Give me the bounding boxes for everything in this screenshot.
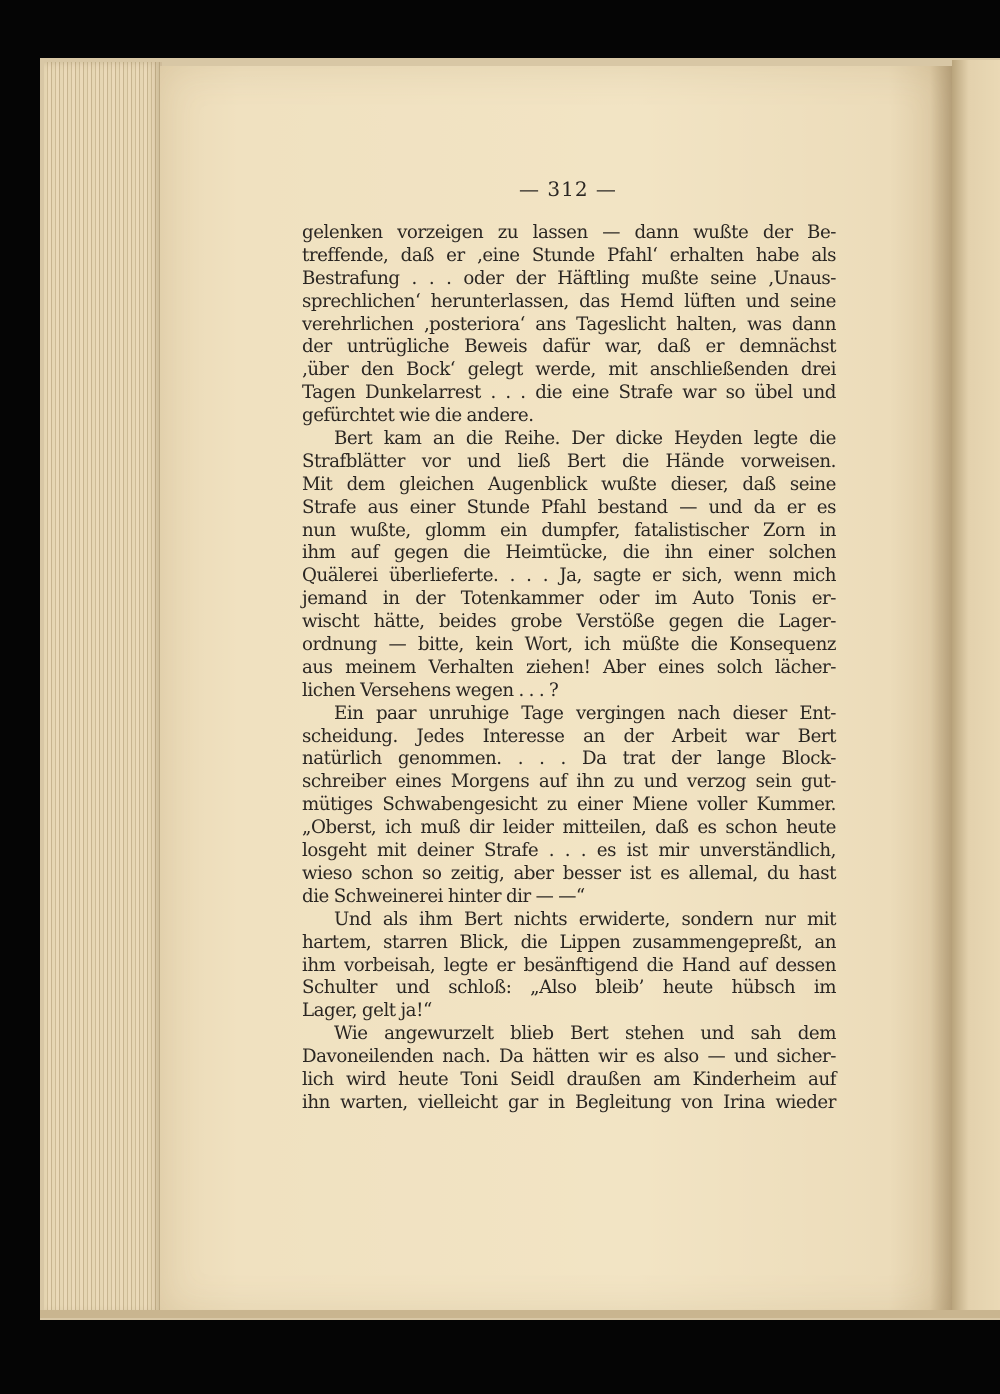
text-line: jemand in der Totenkammer oder im Auto Tonis er- [302, 588, 836, 610]
book-bottom-edge [40, 1310, 1000, 1318]
page-number: — 312 — [519, 177, 617, 201]
text-line: ihn warten, vielleicht gar in Begleitung von Irina wieder [302, 1091, 836, 1113]
text-line: lich wird heute Toni Seidl draußen am Kinderheim auf [302, 1068, 836, 1090]
text-line: wieso schon so zeitig, aber besser ist es allemal, du hast [302, 862, 836, 884]
text-line: Strafe aus einer Stunde Pfahl bestand — und da er es [302, 496, 836, 518]
text-line: Bestrafung . . . oder der Häftling mußte seine ‚Unaus- [302, 267, 836, 289]
text-line: scheidung. Jedes Interesse an der Arbeit war Bert [302, 725, 836, 747]
text-line: Quälerei überlieferte. . . . Ja, sagte er sich, wenn mich [302, 565, 836, 587]
text-line: ihm vorbeisah, legte er besänftigend die Hand auf dessen [302, 954, 836, 976]
text-line: losgeht mit deiner Strafe . . . es ist mir unverständlich, [302, 840, 836, 862]
text-line: Strafblätter vor und ließ Bert die Hände vorweisen. [302, 450, 836, 472]
text-line: hartem, starren Blick, die Lippen zusammengepreßt, an [302, 931, 836, 953]
facing-page-edge [952, 60, 1000, 1318]
body-text [302, 222, 836, 1115]
text-line: Schulter und schloß: „Also bleib’ heute hübsch im [302, 977, 836, 999]
text-line: nun wußte, glomm ein dumpfer, fatalistischer Zorn in [302, 519, 836, 541]
text-line: verehrlichen ‚posteriora‘ ans Tageslicht halten, was dann [302, 313, 836, 335]
text-line: „Oberst, ich muß dir leider mitteilen, daß es schon heute [302, 817, 836, 839]
text-line: lichen Versehens wegen . . . ? [302, 679, 559, 701]
text-line: gefürchtet wie die andere. [302, 405, 534, 427]
text-line: schreiber eines Morgens auf ihn zu und verzog sein gut- [302, 771, 836, 793]
text-line: Davoneilenden nach. Da hätten wir es also — und sicher- [302, 1046, 836, 1068]
text-line: Und als ihm Bert nichts erwiderte, sondern nur mit [334, 908, 836, 930]
text-line: ‚über den Bock‘ gelegt werde, mit anschließenden drei [302, 359, 836, 381]
text-line: sprechlichen‘ herunterlassen, das Hemd lüften und seine [302, 290, 836, 312]
text-line: wischt hätte, beides grobe Verstöße gegen die Lager- [302, 611, 836, 633]
text-line: Mit dem gleichen Augenblick wußte dieser, daß seine [302, 473, 836, 495]
text-line: die Schweinerei hinter dir — —“ [302, 885, 585, 907]
text-line: ordnung — bitte, kein Wort, ich müßte die Konsequenz [302, 634, 836, 656]
text-line: natürlich genommen. . . . Da trat der lange Block- [302, 748, 836, 770]
text-line: Tagen Dunkelarrest . . . die eine Strafe war so übel und [302, 382, 836, 404]
text-line: Ein paar unruhige Tage vergingen nach dieser Ent- [334, 702, 836, 724]
text-line: Lager, gelt ja!“ [302, 1000, 432, 1022]
text-line: Wie angewurzelt blieb Bert stehen und sah dem [334, 1023, 836, 1045]
text-line: treffende, daß er ‚eine Stunde Pfahl‘ erhalten habe als [302, 244, 836, 266]
text-line: der untrügliche Beweis dafür war, daß er demnächst [302, 336, 836, 358]
page-edges-stack [44, 62, 162, 1314]
text-line: mütiges Schwabengesicht zu einer Miene voller Kummer. [302, 794, 836, 816]
text-line: Bert kam an die Reihe. Der dicke Heyden legte die [334, 428, 836, 450]
text-line: gelenken vorzeigen zu lassen — dann wußte der Be- [302, 222, 836, 243]
text-line: ihm auf gegen die Heimtücke, die ihn einer solchen [302, 542, 836, 564]
text-line: aus meinem Verhalten ziehen! Aber eines solch lächer- [302, 656, 836, 678]
